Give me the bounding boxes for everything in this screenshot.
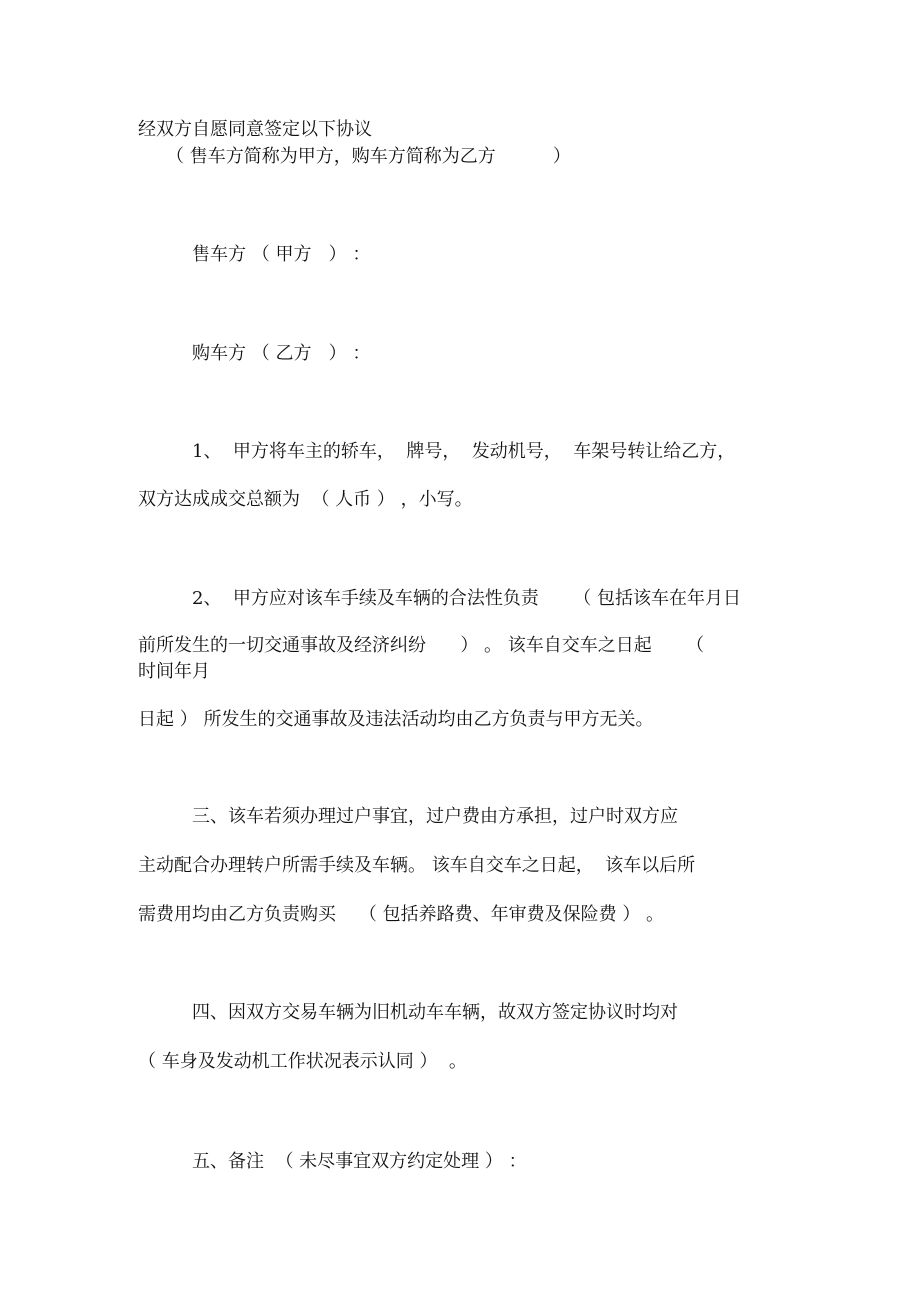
clause-2-line-4: 日起 ） 所发生的交通事故及违法活动均由乙方负责与甲方无关。 [138, 709, 654, 730]
clause-3-line-1: 三、该车若须办理过户事宜，过户费由方承担，过户时双方应 [192, 806, 678, 827]
clause-3-line-3: 需费用均由乙方负责购买 （ 包括养路费、年审费及保险费 ） 。 [138, 904, 665, 925]
clause-1-line-2: 双方达成成交总额为 （ 人币 ） ，小写。 [138, 489, 473, 510]
clause-2-line-3: 时间年月 [138, 661, 210, 682]
clause-1-line-1: 1、 甲方将车主的轿车， 牌号， 发动机号， 车架号转让给乙方， [192, 441, 736, 462]
seller-party-line: 售车方 （ 甲方 ） ： [192, 244, 371, 265]
clause-4-line-2: （ 车身及发动机工作状况表示认同 ） 。 [138, 1051, 467, 1072]
clause-2-line-2: 前所发生的一切交通事故及经济纠纷 ） 。 该车自交车之日起 （ [138, 635, 705, 656]
intro-agreement-line: 经双方自愿同意签定以下协议 [138, 119, 372, 140]
clause-2-line-1: 2、 甲方应对该车手续及车辆的合法性负责 （ 包括该车在年月日 [192, 588, 741, 609]
clause-4-line-1: 四、因双方交易车辆为旧机动车车辆，故双方签定协议时均对 [192, 1002, 678, 1023]
clause-5-line-1: 五、备注 （ 未尽事宜双方约定处理 ） ： [192, 1151, 527, 1172]
intro-naming-line: （ 售车方简称为甲方，购车方简称为乙方 ） [166, 146, 571, 167]
buyer-party-line: 购车方 （ 乙方 ） ： [192, 343, 371, 364]
clause-3-line-2: 主动配合办理转户所需手续及车辆。 该车自交车之日起， 该车以后所 [138, 855, 696, 876]
